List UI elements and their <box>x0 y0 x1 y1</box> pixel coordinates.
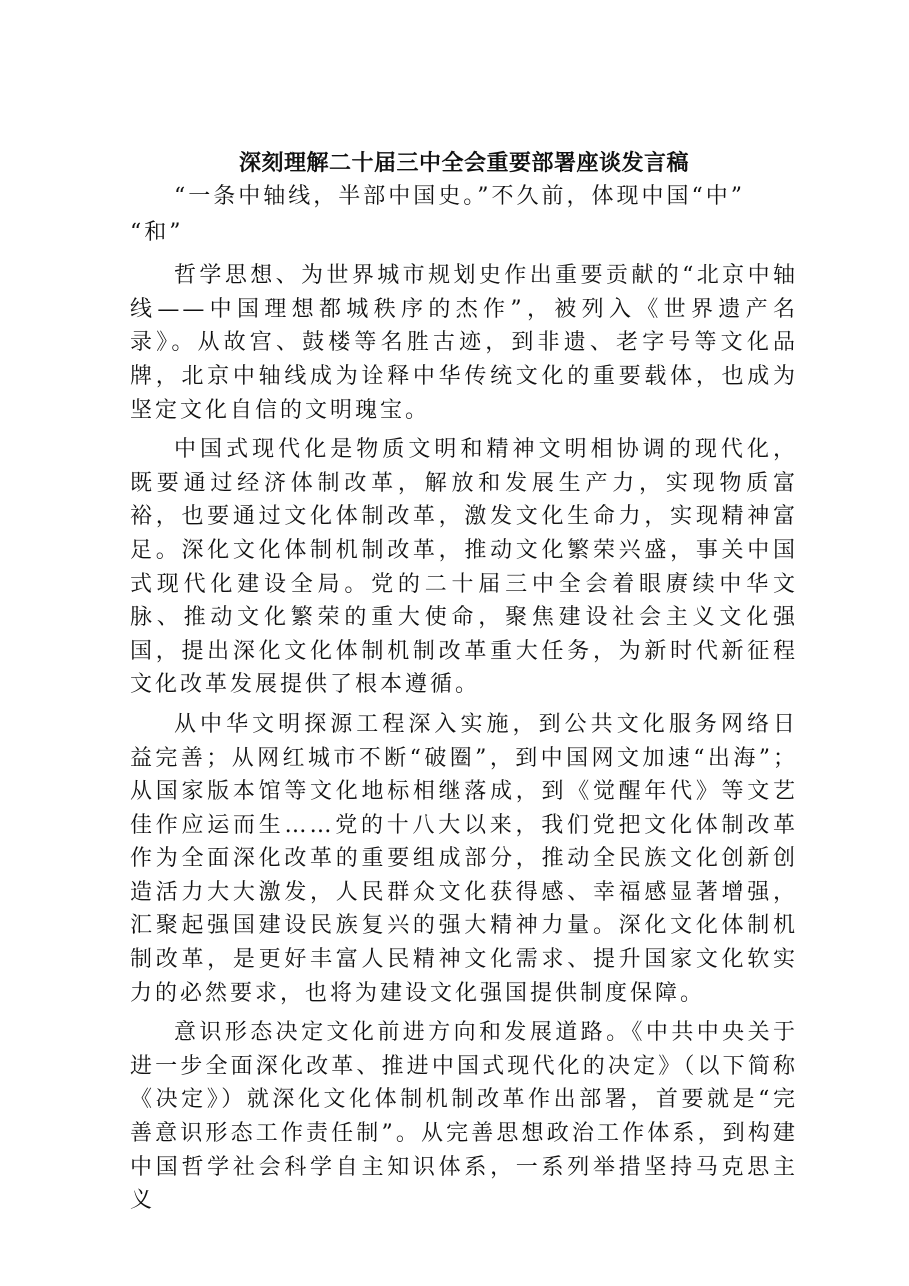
paragraph-4: 从中华文明探源工程深入实施，到公共文化服务网络日益完善；从网红城市不断“破圈”，到中国网文加速“出海”；从国家版本馆等文化地标相继落成，到《觉醒年代》等文艺佳作应运而生……党的十八大以来，我们党把文化体制改革作为全面深化改革的重要组成部分，推动全民族文化创新创造活力大大激发，人民群众文化获得感、幸福感显著增强，汇聚起强国建设民族复兴的强大精神力量。深化文化体制机制改革，是更好丰富人民精神文化需求、提升国家文化软实力的必然要求，也将为建设文化强国提供制度保障。 <box>130 711 798 1006</box>
paragraph-5: 意识形态决定文化前进方向和发展道路。《中共中央关于进一步全面深化改革、推进中国式现代化的决定》（以下简称《决定》）就深化文化体制机制改革作出部署，首要就是“完善意识形态工作责任制”。从完善思想政治工作体系，到构建中国哲学社会科学自主知识体系，一系列举措坚持马克思主义 <box>130 1020 798 1214</box>
paragraph-3: 中国式现代化是物质文明和精神文明相协调的现代化，既要通过经济体制改革，解放和发展生产力，实现物质富裕，也要通过文化体制改革，激发文化生命力，实现精神富足。深化文化体制机制改革，推动文化繁荣兴盛，事关中国式现代化建设全局。党的二十届三中全会着眼赓续中华文脉、推动文化繁荣的重大使命，聚焦建设社会主义文化强国，提出深化文化体制机制改革重大任务，为新时代新征程文化改革发展提供了根本遵循。 <box>130 437 798 698</box>
document-page <box>130 146 798 1224</box>
paragraph-1: “一条中轴线，半部中国史。”不久前，体现中国“中” <box>174 184 745 209</box>
document-title: 深刻理解二十届三中全会重要部署座谈发言稿 <box>238 150 689 176</box>
paragraph-1-continuation: “和” <box>130 219 184 245</box>
paragraph-2: 哲学思想、为世界城市规划史作出重要贡献的“北京中轴线——中国理想都城秩序的杰作”，被列入《世界遗产名录》。从故宫、鼓楼等名胜古迹，到非遗、老字号等文化品牌，北京中轴线成为诠释中华传统文化的重要载体，也成为坚定文化自信的文明瑰宝。 <box>130 263 798 423</box>
